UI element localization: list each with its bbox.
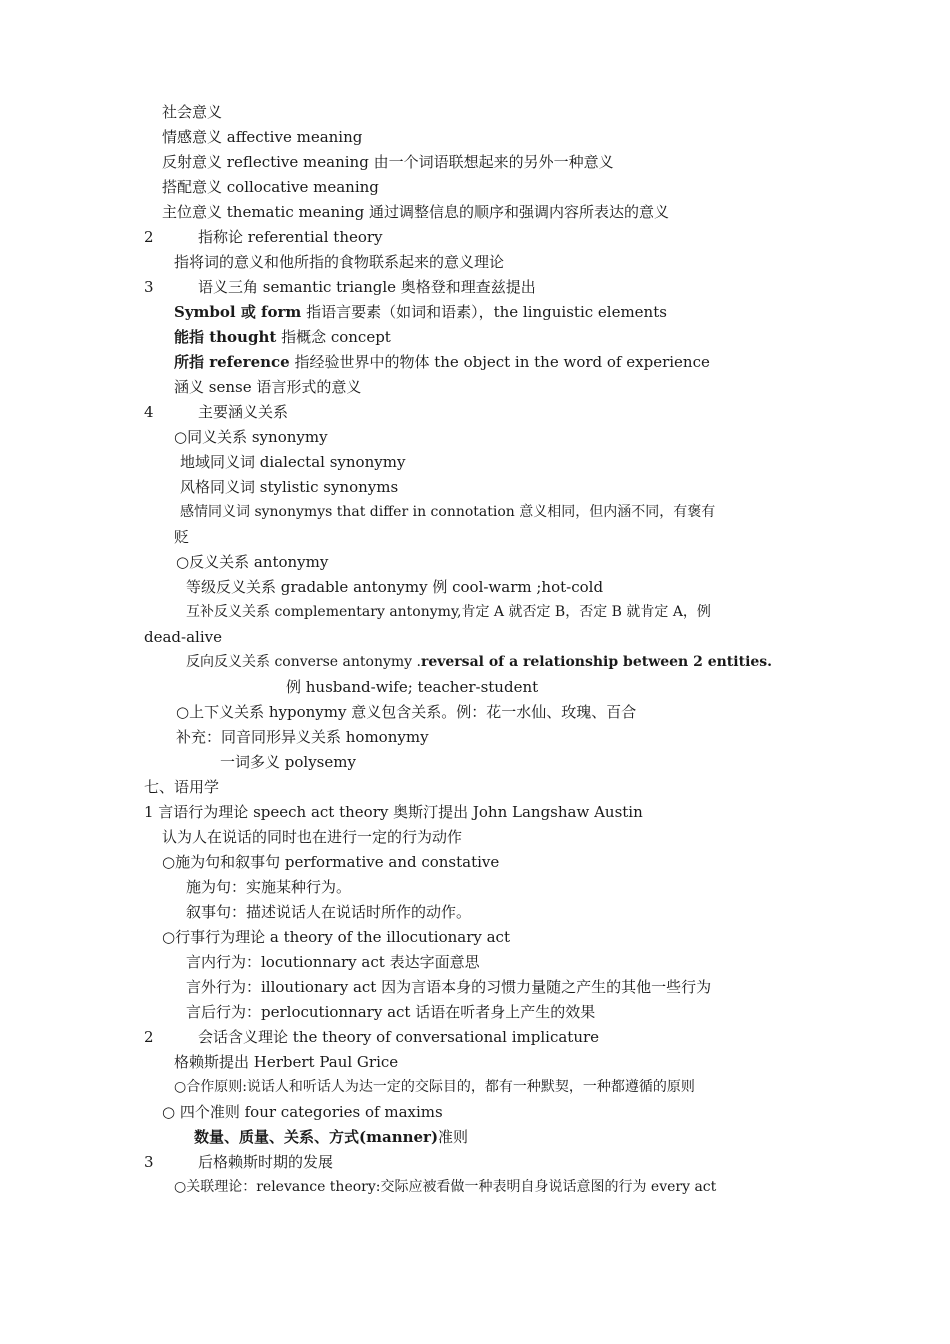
text-line: 感情同义词 synonymys that differ in connotation 意义相同，但内涵不同，有褒有: [180, 504, 716, 520]
section-heading: 主要涵义关系: [198, 403, 289, 421]
section-number: 2: [144, 228, 154, 246]
section-heading: 后格赖斯时期的发展: [198, 1153, 334, 1171]
text-line: [174, 302, 667, 322]
section-heading: 指称论 referential theory: [198, 228, 383, 246]
text-line: [174, 327, 391, 347]
section-number: 3: [144, 278, 154, 296]
section-heading: 语义三角 semantic triangle 奥格登和理查兹提出: [198, 278, 536, 296]
text-line: 认为人在说话的同时也在进行一定的行为动作: [162, 828, 463, 846]
text-line: 一词多义 polysemy: [220, 753, 356, 771]
text-line: 等级反义关系 gradable antonymy 例 cool-warm ;hot-cold: [186, 578, 604, 596]
text-line: 贬: [174, 528, 190, 546]
section-number: 4: [144, 403, 154, 421]
section-number: 3: [144, 1153, 154, 1171]
text-line: [194, 1127, 468, 1147]
text-span: 指概念 concept: [276, 328, 391, 346]
section-heading: 会话含义理论 the theory of conversational implicature: [198, 1028, 600, 1046]
text-line: ○关联理论：relevance theory:交际应被看做一种表明自身说话意图的行为 every act: [174, 1179, 717, 1195]
text-line: 例 husband-wife; teacher-student: [286, 678, 539, 696]
text-line: 言内行为：locutionnary act 表达字面意思: [186, 953, 480, 971]
text-span: 反向反义关系 converse antonymy .: [186, 654, 421, 670]
text-line: 搭配意义 collocative meaning: [162, 178, 379, 196]
text-line: 主位意义 thematic meaning 通过调整信息的顺序和强调内容所表达的意义: [162, 203, 670, 221]
bold-term: Symbol 或 form: [174, 303, 302, 321]
bold-term: 能指 thought: [174, 328, 277, 346]
text-line: ○反义关系 antonymy: [176, 553, 329, 571]
text-line: 格赖斯提出 Herbert Paul Grice: [174, 1053, 399, 1071]
text-line: dead-alive: [144, 628, 222, 646]
bold-term: 数量、质量、关系、方式(manner): [194, 1128, 439, 1146]
text-span: 准则: [438, 1128, 469, 1146]
text-line: ○施为句和叙事句 performative and constative: [162, 853, 500, 871]
text-span: 指语言要素（如词和语素），the linguistic elements: [301, 303, 667, 321]
section-number: 2: [144, 1028, 154, 1046]
text-line: 言外行为：illoutionary act 因为言语本身的习惯力量随之产生的其他一些行为: [186, 978, 712, 996]
text-line: 言后行为：perlocutionnary act 话语在听者身上产生的效果: [186, 1003, 596, 1021]
text-line: 社会意义: [162, 103, 223, 121]
text-line: ○ 四个准则 four categories of maxims: [162, 1103, 443, 1121]
text-line: ○同义关系 synonymy: [174, 428, 328, 446]
text-line: 施为句：实施某种行为。: [186, 878, 352, 896]
chapter-heading: 七、语用学: [144, 778, 220, 796]
text-line: 补充：同音同形异义关系 homonymy: [176, 728, 429, 746]
bold-term: 所指 reference: [174, 353, 290, 371]
text-line: ○行事行为理论 a theory of the illocutionary act: [162, 928, 510, 946]
text-line: ○合作原则:说话人和听话人为达一定的交际目的，都有一种默契，一种都遵循的原则: [174, 1079, 695, 1095]
text-line: 叙事句：描述说话人在说话时所作的动作。: [186, 903, 472, 921]
text-span: 指经验世界中的物体 the object in the word of experience: [289, 353, 710, 371]
text-line: [174, 352, 710, 372]
text-line: 地域同义词 dialectal synonymy: [180, 453, 406, 471]
text-line: 指将词的意义和他所指的食物联系起来的意义理论: [174, 253, 505, 271]
text-line: 情感意义 affective meaning: [162, 128, 363, 146]
text-line: 涵义 sense 语言形式的意义: [174, 378, 362, 396]
text-line: 风格同义词 stylistic synonyms: [180, 478, 399, 496]
section-heading: 1 言语行为理论 speech act theory 奥斯汀提出 John Langshaw Austin: [144, 803, 643, 821]
text-line: 反射意义 reflective meaning 由一个词语联想起来的另外一种意义: [162, 153, 614, 171]
bold-term: reversal of a relationship between 2 entities.: [420, 654, 773, 670]
text-line: [186, 652, 772, 672]
text-line: ○上下义关系 hyponymy 意义包含关系。例：花一水仙、玫瑰、百合: [176, 703, 637, 721]
text-line: 互补反义关系 complementary antonymy,肯定 A 就否定 B，否定 B 就肯定 A，例: [186, 604, 711, 620]
